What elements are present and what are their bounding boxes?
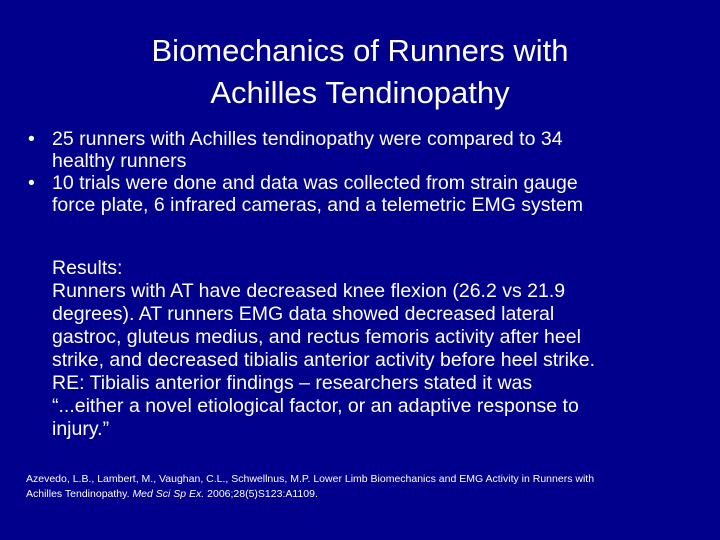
results-line: strike, and decreased tibialis anterior activity before heel strike.	[52, 349, 596, 371]
results-line: degrees). AT runners EMG data showed decreased lateral	[52, 303, 555, 325]
citation	[26, 472, 696, 502]
results-heading: Results:	[52, 257, 123, 279]
title-line-1: Biomechanics of Runners with	[151, 33, 569, 68]
citation-prefix: Achilles Tendinopathy.	[26, 488, 133, 500]
bullet-icon: •	[28, 172, 35, 194]
results-block	[52, 257, 702, 441]
bullet-item	[28, 172, 698, 216]
results-line: “...either a novel etiological factor, or an adaptive response to	[52, 395, 579, 417]
bullet-line: 10 trials were done and data was collected from strain gauge	[52, 172, 578, 194]
results-line: Runners with AT have decreased knee flexion (26.2 vs 21.9	[52, 280, 566, 302]
bullet-line: force plate, 6 infrared cameras, and a telemetric EMG system	[52, 194, 584, 216]
bullet-line: healthy runners	[52, 150, 187, 172]
bullet-list	[28, 128, 698, 216]
citation-line-2	[26, 487, 696, 502]
citation-suffix: 2006;28(5)S123:A1109.	[204, 488, 318, 500]
slide-title	[40, 30, 680, 114]
citation-journal: Med Sci Sp Ex.	[132, 488, 205, 500]
title-line-2: Achilles Tendinopathy	[210, 75, 510, 110]
bullet-line: 25 runners with Achilles tendinopathy were compared to 34	[52, 128, 563, 150]
results-line: gastroc, gluteus medius, and rectus femoris activity after heel	[52, 326, 581, 348]
bullet-icon: •	[28, 128, 35, 150]
bullet-item	[28, 128, 698, 172]
results-line: RE: Tibialis anterior findings – researchers stated it was	[52, 372, 533, 394]
citation-line-1: Azevedo, L.B., Lambert, M., Vaughan, C.L., Schwellnus, M.P. Lower Limb Biomechanics and EMG Activity in Runners with	[26, 473, 595, 485]
results-line: injury.”	[52, 418, 110, 440]
